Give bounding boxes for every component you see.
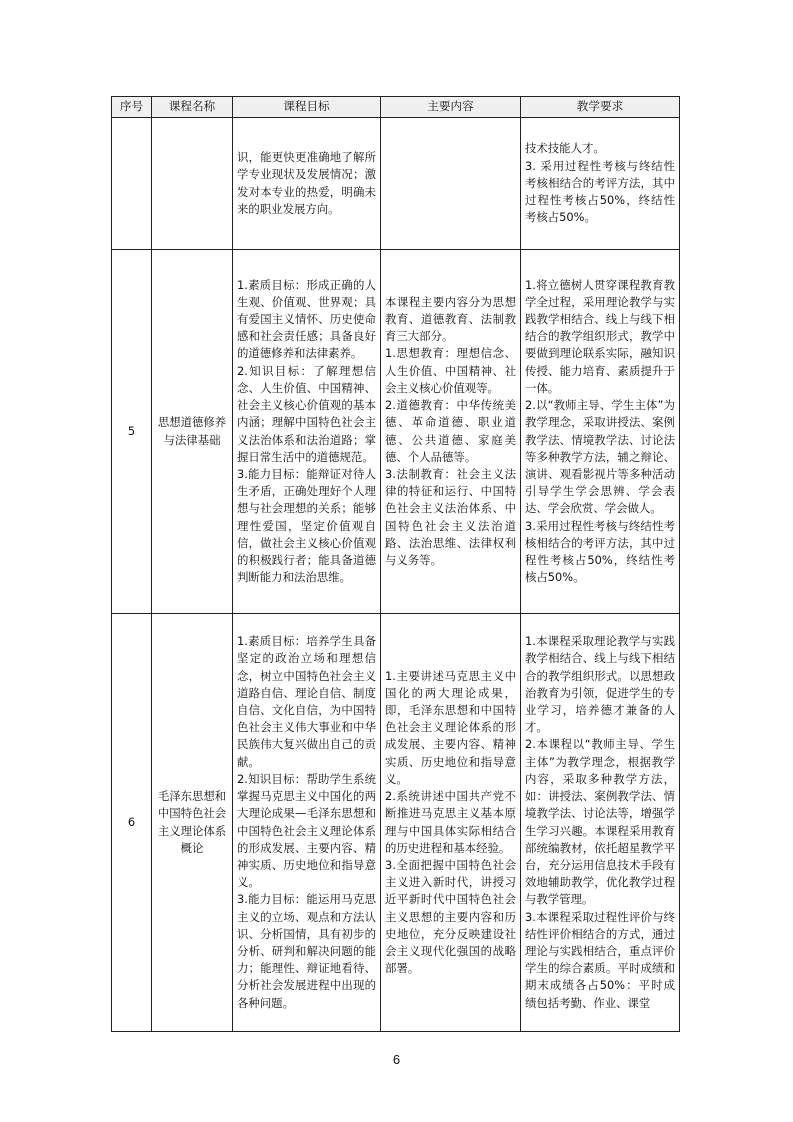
row-teaching-req xyxy=(521,614,680,1032)
content-paragraph: 2.系统讲述中国共产党不断推进马克思主义基本原理与中国具体实际相结合的历史进程和基本经验。 xyxy=(385,789,516,855)
header-course-goal: 课程目标 xyxy=(233,97,381,118)
table-row xyxy=(112,118,680,250)
row-seq: 5 xyxy=(112,250,152,614)
goal-paragraph: 2.知识目标：了解理想信念、人生价值、中国精神、社会主义核心价值观的基本内涵；理解中国特色社会主义法治体系和法治道路；掌握日常生活中的道德规范。 xyxy=(237,363,376,464)
table-row xyxy=(112,250,680,614)
req-paragraph: 3.采用过程性考核与终结性考核相结合的考评方法，其中过程性考核占50%，终结性考核占50%。 xyxy=(525,518,675,585)
row-course-goal xyxy=(233,118,381,250)
table-row xyxy=(112,614,680,1032)
content-paragraph: 1.主要讲述马克思主义中国化的两大理论成果，即，毛泽东思想和中国特色社会主义理论体系的形成发展、主要内容、精神实质、历史地位和指导意义。 xyxy=(385,668,516,786)
content-paragraph: 3.法制教育：社会主义法律的特征和运行、中国特色社会主义法治体系、中国特色社会主义法治道路、法治思维、法律权利与义务等。 xyxy=(385,466,516,567)
row-seq xyxy=(112,118,152,250)
req-paragraph: 技术技能人才。 xyxy=(525,141,605,156)
row-main-content xyxy=(381,118,521,250)
row-course-name xyxy=(152,118,233,250)
header-course-name: 课程名称 xyxy=(152,97,233,118)
req-paragraph: 2.本课程以“教师主导、学生主体”为教学理念，根据教学内容，采取多种教学方法，如：讲授法、案例教学法、情境教学法、讨论法等，增强学生学习兴趣。本课程采用教育部统编教材，依托超星教学平台，充分运用信息技术手段有效地辅助教学，优化教学过程与教学管理。 xyxy=(525,737,675,907)
goal-paragraph: 2.知识目标：帮助学生系统掌握马克思主义中国化的两大理论成果—毛泽东思想和中国特色社会主义理论体系的形成发展、主要内容、精神实质、历史地位和指导意义。 xyxy=(237,771,376,890)
header-main-content: 主要内容 xyxy=(381,97,521,118)
table-header-row xyxy=(112,97,680,118)
row-course-name: 毛泽东思想和中国特色社会主义理论体系概论 xyxy=(152,614,233,1032)
row-course-name: 思想道德修养与法律基础 xyxy=(152,250,233,614)
goal-paragraph: 识，能更快更准确地了解所学专业现状及发展情况；激发对本专业的热爱，明确未来的职业发展方向。 xyxy=(237,150,376,216)
goal-paragraph: 3.能力目标：能辩证对待人生矛盾，正确处理好个人理想与社会理想的关系；能够理性爱国，坚定价值观自信，做社会主义核心价值观的积极践行者；能具备道德判断能力和法治思维。 xyxy=(237,466,376,585)
row-teaching-req xyxy=(521,118,680,250)
header-seq: 序号 xyxy=(112,97,152,118)
content-paragraph: 3.全面把握中国特色社会主义进入新时代，讲授习近平新时代中国特色社会主义思想的主要内容和历史地位，充分反映建设社会主义现代化强国的战略部署。 xyxy=(385,857,516,976)
content-paragraph: 本课程主要内容分为思想教育、道德教育、法制教育三大部分。 xyxy=(385,294,516,344)
req-paragraph: 3. 采用过程性考核与终结性考核相结合的考评方法，其中过程性考核占50%，终结性考核占50%。 xyxy=(525,158,675,225)
req-paragraph: 1.本课程采取理论教学与实践教学相结合、线上与线下相结合的教学组织形式。以思想政治教育为引领，促进学生的专业学习，培养德才兼备的人才。 xyxy=(525,634,675,735)
row-main-content xyxy=(381,250,521,614)
header-teaching-req: 教学要求 xyxy=(521,97,680,118)
req-paragraph: 2.以“教师主导、学生主体”为教学理念，采取讲授法、案例教学法、情境教学法、讨论法等多种教学方法，辅之辩论、演讲、观看影视片等多种活动引导学生学会思辨、学会表达、学会欣赏、学会做人。 xyxy=(525,398,675,516)
goal-paragraph: 1.素质目标：培养学生具备坚定的政治立场和理想信念，树立中国特色社会主义道路自信、理论自信、制度自信、文化自信，为中国特色社会主义伟大事业和中华民族伟大复兴做出自己的贡献。 xyxy=(237,634,376,769)
content-paragraph: 2.道德教育：中华传统美德、革命道德、职业道德、公共道德、家庭美德、个人品德等。 xyxy=(385,398,516,464)
goal-paragraph: 1.素质目标：形成正确的人生观、价值观、世界观；具有爱国主义情怀、历史使命感和社会责任感；具备良好的道德修养和法律素养。 xyxy=(237,277,376,361)
req-paragraph: 3.本课程采取过程性评价与终结性评价相结合的方式，通过理论与实践相结合，重点评价学生的综合素质。平时成绩和期末成绩各占50%：平时成绩包括考勤、作业、课堂 xyxy=(525,909,675,1010)
row-course-goal xyxy=(233,614,381,1032)
req-paragraph: 1.将立德树人贯穿课程教育教学全过程，采用理论教学与实践教学相结合、线上与线下相结合的教学组织形式，教学中要做到理论联系实际，融知识传授、能力培育、素质提升于一体。 xyxy=(525,277,675,395)
course-table xyxy=(111,96,680,1032)
row-course-goal xyxy=(233,250,381,614)
goal-paragraph: 3.能力目标：能运用马克思主义的立场、观点和方法认识、分析国情，具有初步的分析、研判和解决问题的能力；能理性、辩证地看待、分析社会发展进程中出现的各种问题。 xyxy=(237,892,376,1010)
row-main-content xyxy=(381,614,521,1032)
row-teaching-req xyxy=(521,250,680,614)
content-paragraph: 1.思想教育：理想信念、人生价值、中国精神、社会主义核心价值观等。 xyxy=(385,346,516,395)
row-seq: 6 xyxy=(112,614,152,1032)
page-number: 6 xyxy=(392,1052,401,1067)
